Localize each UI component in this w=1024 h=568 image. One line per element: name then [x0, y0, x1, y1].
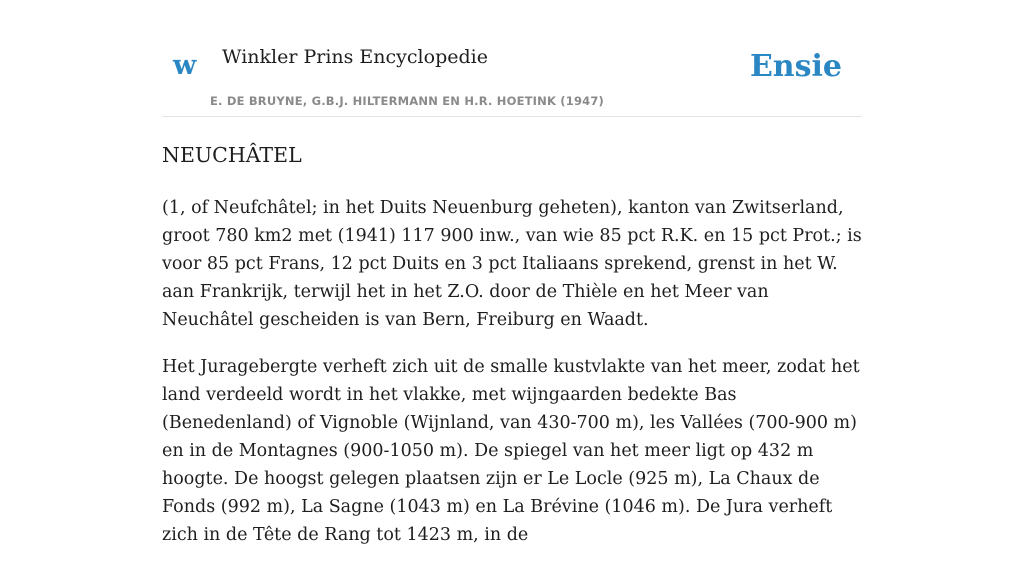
authors-line: E. DE BRUYNE, G.B.J. HILTERMANN EN H.R. HOETINK (1947) — [210, 94, 605, 108]
winkler-prins-logo[interactable]: w — [173, 50, 197, 81]
article-paragraph-1: (1, of Neufchâtel; in het Duits Neuenburg geheten), kanton van Zwitserland, groot 780 km2 met (1941) 117 900 inw., van wie 85 pct R.K. en 15 pct Prot.; is voor 85 pct Frans, 12 pct Duits en 3 pct Italiaans sprekend, grenst in het W. aan Frankrijk, terwijl het in het Z.O. door de Thièle en het Meer van Neuchâtel gescheiden is van Bern, Freiburg en Waadt. — [162, 198, 862, 330]
site-header — [162, 0, 862, 117]
book-title-link[interactable]: Winkler Prins Encyclopedie — [222, 46, 488, 68]
entry-title: NEUCHÂTEL — [162, 143, 302, 167]
ensie-logo-link[interactable]: Ensie — [749, 49, 842, 84]
article — [162, 140, 864, 568]
article-paragraph-2: Het Juragebergte verheft zich uit de smalle kustvlakte van het meer, zodat het land verdeeld wordt in het vlakke, met wijngaarden bedekte Bas (Benedenland) of Vignoble (Wijnland, van 430-700 m), les Vallées (700-900 m) en in de Montagnes (900-1050 m). De spiegel van het meer ligt op 432 m hoogte. De hoogst gelegen plaatsen zijn er Le Locle (925 m), La Chaux de Fonds (992 m), La Sagne (1043 m) en La Brévine (1046 m). De Jura verheft zich in de Tête de Rang tot 1423 m, in de — [162, 357, 860, 545]
